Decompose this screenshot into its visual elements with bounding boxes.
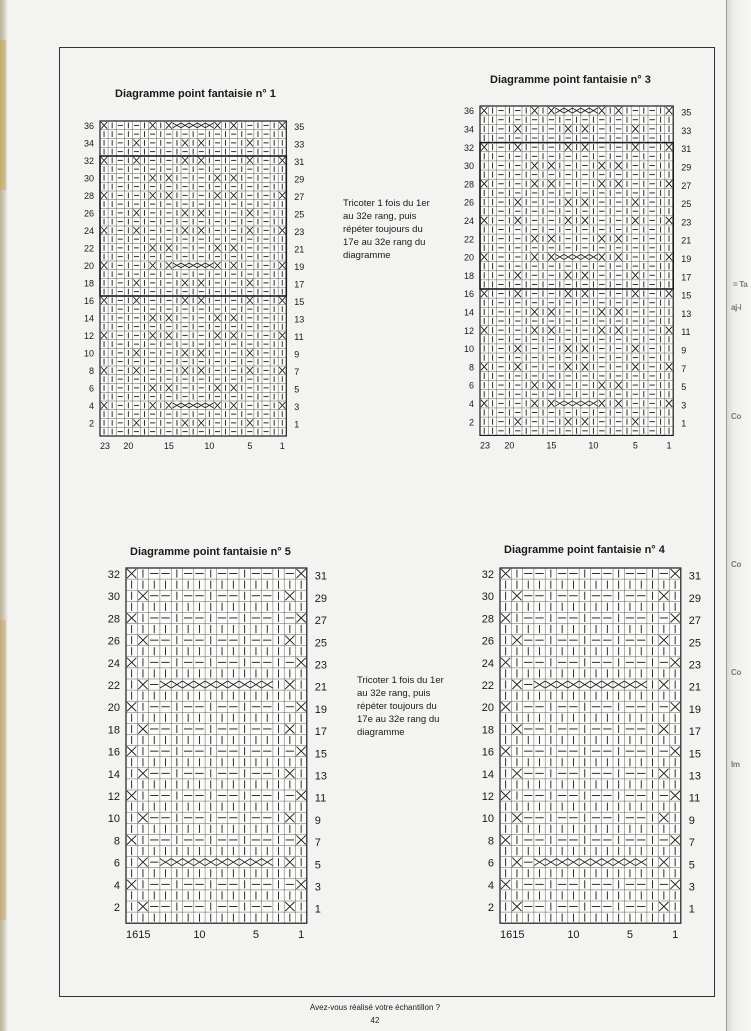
row-label-even: 22: [83, 243, 94, 254]
column-label: 10: [193, 929, 206, 942]
row-label-odd: 23: [314, 659, 328, 672]
row-label-odd: 11: [681, 327, 691, 338]
row-label-odd: 7: [294, 367, 300, 378]
row-label-odd: 23: [294, 227, 305, 238]
row-label-even: 8: [113, 835, 120, 848]
column-label: 15: [163, 441, 174, 451]
row-label-odd: 19: [314, 703, 328, 716]
row-label-even: 28: [463, 179, 474, 190]
row-label-even: 2: [113, 901, 120, 914]
row-label-even: 10: [463, 344, 474, 355]
note-line: répéter toujours du: [343, 224, 423, 235]
row-label-odd: 25: [294, 209, 305, 220]
row-label-odd: 9: [294, 349, 300, 360]
row-label-even: 30: [83, 173, 94, 184]
row-label-even: 24: [463, 216, 474, 227]
row-label-odd: 23: [688, 659, 702, 672]
row-label-even: 10: [481, 813, 494, 826]
row-label-even: 16: [463, 289, 474, 300]
row-label-even: 30: [481, 591, 494, 604]
row-label-even: 32: [83, 155, 94, 166]
note-line: 17e au 32e rang du: [343, 237, 426, 248]
row-label-odd: 7: [688, 837, 695, 850]
row-label-even: 2: [468, 417, 474, 428]
row-label-odd: 9: [314, 814, 321, 827]
row-label-odd: 1: [681, 418, 687, 429]
binding-stripe: [0, 620, 6, 920]
row-label-odd: 21: [681, 235, 692, 246]
row-label-odd: 3: [688, 881, 695, 894]
row-label-odd: 27: [294, 192, 305, 203]
row-label-even: 16: [481, 746, 494, 759]
row-label-odd: 9: [688, 814, 695, 827]
row-label-odd: 27: [688, 615, 702, 628]
knitting-chart-3: [452, 100, 720, 451]
next-page-edge: = Ta aj-i Co Co Co Im: [726, 0, 751, 1031]
column-label: 23: [100, 441, 111, 451]
row-label-even: 22: [463, 234, 474, 245]
row-label-even: 8: [487, 835, 494, 848]
chart-5-title: Diagramme point fantaisie n° 5: [130, 546, 291, 558]
row-label-even: 2: [88, 418, 94, 429]
row-label-odd: 35: [294, 122, 305, 133]
row-label-odd: 25: [688, 637, 702, 650]
row-label-even: 26: [481, 635, 494, 648]
column-label: 20: [504, 440, 515, 451]
row-label-even: 18: [481, 724, 494, 737]
row-label-even: 22: [481, 679, 494, 692]
row-label-even: 14: [83, 313, 94, 324]
row-label-even: 12: [463, 325, 474, 336]
row-label-odd: 21: [688, 681, 702, 694]
row-label-odd: 19: [681, 254, 692, 265]
column-label: 10: [588, 440, 599, 451]
row-label-odd: 17: [688, 726, 702, 739]
row-label-even: 32: [463, 142, 474, 153]
row-label-odd: 25: [681, 199, 692, 210]
row-label-even: 4: [468, 399, 474, 410]
row-label-even: 4: [113, 879, 120, 892]
row-label-odd: 7: [314, 837, 321, 850]
column-label: 10: [567, 929, 580, 942]
row-label-odd: 3: [681, 400, 687, 411]
chart-4-title: Diagramme point fantaisie n° 4: [504, 544, 665, 556]
row-label-even: 26: [107, 635, 120, 648]
row-label-odd: 13: [294, 314, 305, 325]
row-label-even: 34: [463, 124, 474, 135]
row-label-odd: 13: [681, 308, 692, 319]
column-label: 5: [626, 929, 634, 942]
repeat-note-top: [343, 197, 453, 262]
row-label-even: 20: [481, 702, 494, 715]
row-label-odd: 13: [688, 770, 702, 783]
row-label-even: 28: [481, 613, 494, 626]
column-label: 10: [204, 441, 215, 451]
row-label-odd: 29: [314, 592, 328, 605]
row-label-odd: 11: [688, 792, 701, 805]
repeat-note-bottom: [357, 674, 467, 739]
row-label-even: 4: [487, 879, 494, 892]
row-label-odd: 19: [688, 703, 702, 716]
row-label-odd: 3: [294, 402, 300, 413]
column-label: 1: [298, 929, 305, 942]
note-line: diagramme: [357, 727, 405, 738]
row-label-even: 24: [107, 657, 120, 670]
row-label-odd: 15: [294, 297, 305, 308]
row-label-even: 28: [107, 613, 120, 626]
row-label-odd: 31: [314, 570, 328, 583]
row-label-even: 20: [107, 702, 120, 715]
row-label-even: 18: [83, 278, 94, 289]
row-label-even: 12: [83, 330, 94, 341]
column-label: 5: [252, 929, 260, 942]
column-label: 1615: [500, 929, 525, 942]
row-label-odd: 11: [294, 332, 304, 343]
row-label-even: 14: [481, 768, 494, 781]
binding-stripe: [0, 40, 6, 190]
row-label-even: 14: [107, 768, 120, 781]
note-line: au 32e rang, puis: [357, 688, 431, 699]
row-label-odd: 5: [294, 384, 300, 395]
column-label: 15: [546, 440, 557, 451]
row-label-even: 18: [463, 270, 474, 281]
column-label: 5: [632, 440, 638, 451]
row-label-odd: 11: [314, 792, 327, 805]
row-label-even: 32: [481, 568, 494, 581]
row-label-odd: 1: [294, 419, 300, 430]
row-label-odd: 15: [681, 290, 692, 301]
row-label-odd: 17: [681, 272, 692, 283]
row-label-even: 16: [83, 295, 94, 306]
row-label-odd: 15: [688, 748, 702, 761]
row-label-odd: 19: [294, 262, 305, 273]
row-label-odd: 23: [681, 217, 692, 228]
page-number: 42: [370, 1016, 380, 1025]
row-label-even: 12: [481, 790, 494, 803]
knitting-chart-4: [456, 562, 718, 950]
row-label-even: 6: [487, 857, 494, 870]
note-line: au 32e rang, puis: [343, 211, 417, 222]
row-label-odd: 21: [314, 681, 328, 694]
row-label-even: 8: [468, 362, 474, 373]
note-line: 17e au 32e rang du: [357, 714, 440, 725]
column-label: 5: [247, 441, 253, 451]
row-label-odd: 1: [688, 903, 695, 916]
row-label-odd: 29: [681, 162, 692, 173]
row-label-odd: 29: [688, 592, 702, 605]
row-label-odd: 17: [314, 726, 328, 739]
row-label-even: 6: [113, 857, 120, 870]
row-label-even: 20: [463, 252, 474, 263]
row-label-even: 30: [107, 591, 120, 604]
row-label-even: 6: [468, 380, 474, 391]
row-label-odd: 15: [314, 748, 328, 761]
knitting-chart-1: [70, 115, 330, 460]
row-label-odd: 5: [681, 382, 687, 393]
row-label-even: 18: [107, 724, 120, 737]
row-label-even: 20: [83, 260, 94, 271]
row-label-odd: 17: [294, 279, 305, 290]
row-label-even: 36: [463, 106, 474, 117]
row-label-odd: 9: [681, 345, 687, 356]
row-label-odd: 3: [314, 881, 321, 894]
row-label-even: 36: [83, 120, 94, 131]
row-label-even: 10: [83, 348, 94, 359]
row-label-odd: 1: [314, 903, 321, 916]
row-label-odd: 27: [314, 615, 328, 628]
row-label-even: 22: [107, 679, 120, 692]
row-label-odd: 27: [681, 180, 692, 191]
row-label-even: 16: [107, 746, 120, 759]
column-label: 20: [123, 441, 134, 451]
chart-3-title: Diagramme point fantaisie n° 3: [490, 74, 651, 86]
row-label-even: 14: [463, 307, 474, 318]
row-label-even: 26: [463, 197, 474, 208]
row-label-even: 6: [88, 383, 94, 394]
row-label-odd: 33: [294, 139, 305, 150]
column-label: 1615: [126, 929, 151, 942]
row-label-odd: 31: [294, 157, 305, 168]
row-label-even: 28: [83, 190, 94, 201]
column-label: 1: [666, 440, 672, 451]
row-label-odd: 33: [681, 125, 692, 136]
row-label-odd: 21: [294, 244, 305, 255]
note-line: diagramme: [343, 250, 391, 261]
column-label: 1: [279, 441, 285, 451]
note-line: Tricoter 1 fois du 1er: [357, 675, 444, 686]
row-label-even: 4: [88, 400, 94, 411]
row-label-odd: 13: [314, 770, 328, 783]
note-line: Tricoter 1 fois du 1er: [343, 198, 430, 209]
column-label: 1: [672, 929, 679, 942]
column-label: 23: [480, 440, 491, 451]
row-label-odd: 5: [688, 859, 695, 872]
row-label-odd: 31: [688, 570, 702, 583]
footer-caption: Avez-vous réalisé votre échantillon ?: [309, 1003, 441, 1012]
row-label-even: 24: [481, 657, 494, 670]
row-label-even: 34: [83, 138, 94, 149]
row-label-even: 8: [88, 365, 94, 376]
chart-1-title: Diagramme point fantaisie n° 1: [115, 88, 276, 100]
row-label-even: 24: [83, 225, 94, 236]
row-label-odd: 25: [314, 637, 328, 650]
row-label-even: 30: [463, 161, 474, 172]
row-label-even: 26: [83, 208, 94, 219]
row-label-even: 10: [107, 813, 120, 826]
knitting-chart-5: [82, 562, 342, 950]
row-label-even: 2: [487, 901, 494, 914]
row-label-odd: 35: [681, 107, 692, 118]
row-label-even: 32: [107, 568, 120, 581]
row-label-odd: 29: [294, 174, 305, 185]
row-label-odd: 5: [314, 859, 321, 872]
row-label-even: 12: [107, 790, 120, 803]
row-label-odd: 31: [681, 144, 692, 155]
note-line: répéter toujours du: [357, 701, 437, 712]
row-label-odd: 7: [681, 363, 687, 374]
